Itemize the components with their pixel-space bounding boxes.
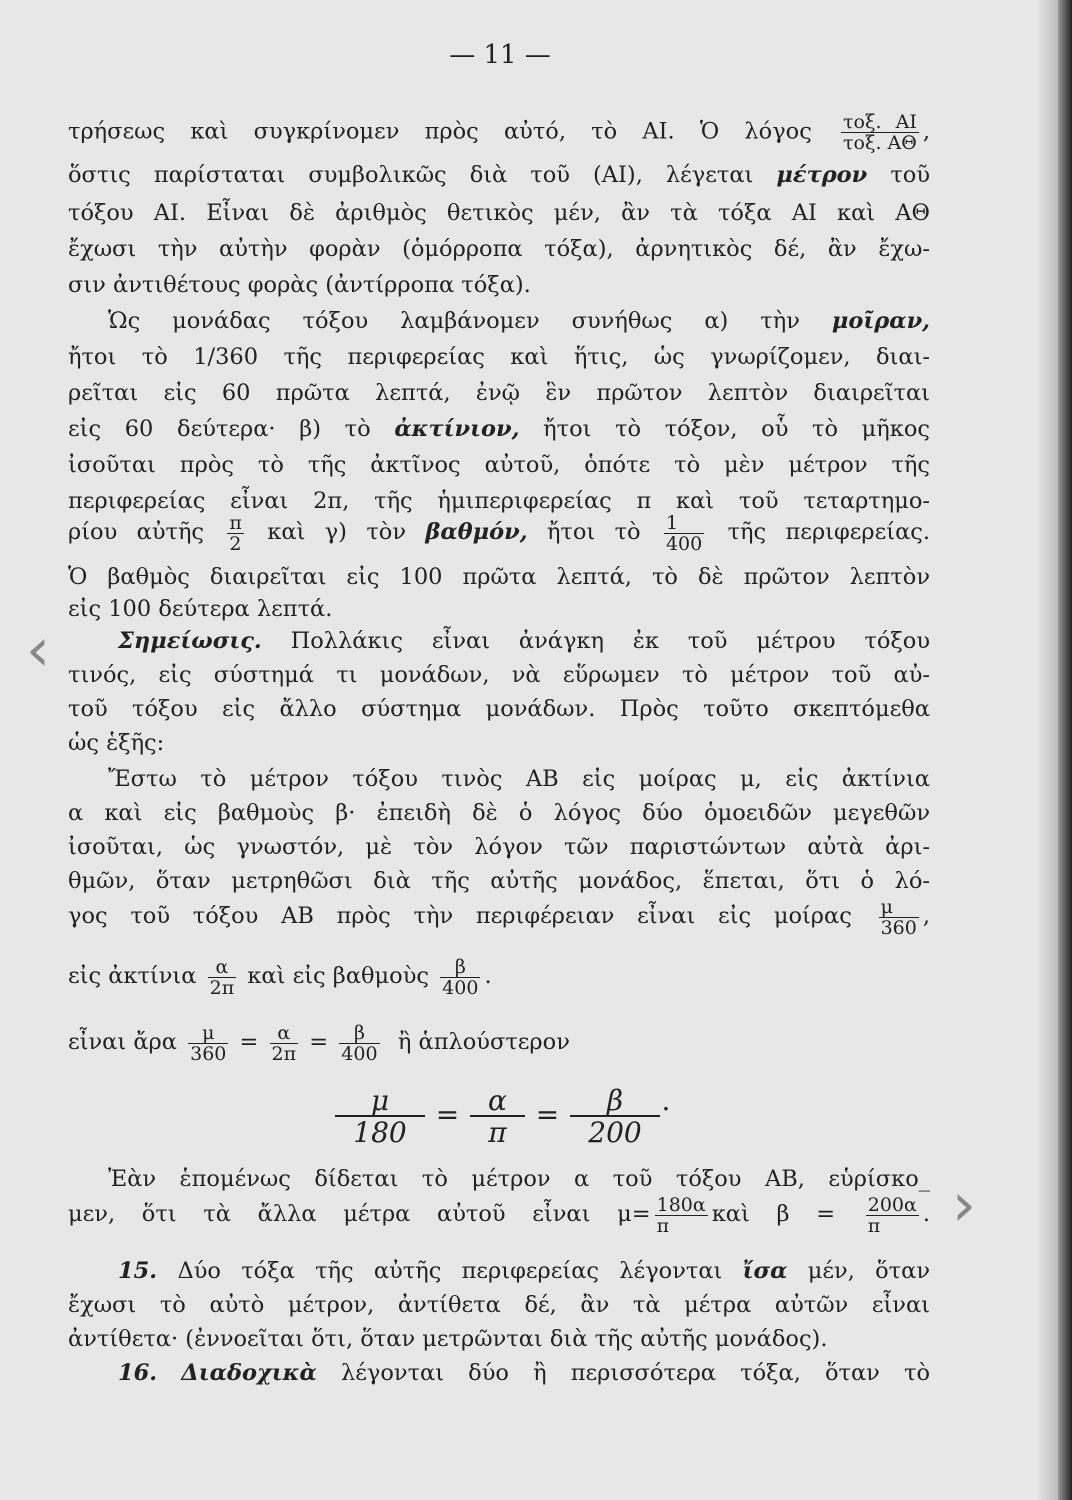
text-line: ὅστις παρίσταται συμβολικῶς διὰ τοῦ (ΑΙ), λέγεται μέτρον τοῦ bbox=[68, 162, 931, 188]
text-line: ἰσοῦται, ὡς γνωστόν, μὲ τὸν λόγον τῶν παριστώντων αὐτὰ ἀρι- bbox=[68, 834, 930, 860]
fraction: $\frac{180\alpha}{\pi}$ bbox=[656, 1193, 706, 1237]
text-line: τόξου ΑΙ. Εἶναι δὲ ἀριθμὸς θετικὸς μέν, ἂν τὰ τόξα ΑΙ καὶ ΑΘ bbox=[68, 200, 930, 226]
text-line: 15. Δύο τόξα τῆς αὐτῆς περιφερείας λέγονται ἴσα μέν, ὅταν bbox=[118, 1258, 930, 1284]
pencil-bracket-left-mark: ‹ bbox=[26, 615, 50, 685]
term-vathmos: βαθμόν, bbox=[425, 519, 528, 545]
text-line: α καὶ εἰς βαθμοὺς β· ἐπειδὴ δὲ ὁ λόγος δύο ὁμοειδῶν μεγεθῶν bbox=[68, 800, 930, 826]
fraction: τοξ. ΑΙ τοξ. ΑΘ bbox=[843, 111, 917, 154]
text-line: ἔχωσι τὸ αὐτὸ μέτρον, ἀντίθετα δέ, ἂν τὰ μέτρα αὐτῶν εἶναι bbox=[68, 1292, 930, 1318]
fraction: $\frac{\alpha}{2\pi}$ bbox=[271, 1021, 297, 1065]
text-line: εἰς 60 δεύτερα· β) τὸ ἀκτίνιον, ἤτοι τὸ τόξον, οὗ τὸ μῆκος bbox=[68, 416, 930, 442]
text-line: εἶναι ἄρα $\frac{\mu}{360}$ = $\frac{\alpha}{2\pi}$ = $\frac{\beta}{400}$ ἢ ἁπλούστερον bbox=[68, 1021, 570, 1065]
fraction: $\frac{\mu}{360}$ bbox=[880, 895, 917, 939]
text-line: μεν, ὅτι τὰ ἄλλα μέτρα αὐτοῦ εἶναι μ= $\frac{180\alpha}{\pi}$ καὶ β = $\frac{200\alpha}{\pi}$ . bbox=[68, 1193, 930, 1237]
term-diadochika: Διαδοχικὰ bbox=[181, 1360, 317, 1386]
heading-simeiosis: Σημείωσις. bbox=[118, 628, 262, 654]
section-number-16: 16. bbox=[118, 1360, 158, 1386]
section-number-15: 15. bbox=[118, 1258, 158, 1284]
fraction: $\frac{\beta}{400}$ bbox=[341, 1021, 378, 1065]
text-line: περιφερείας εἶναι 2π, τῆς ἡμιπεριφερείας π καὶ τοῦ τεταρτημο- bbox=[68, 488, 930, 514]
text-line: τινός, εἰς σύστημά τι μονάδων, νὰ εὕρωμεν τὸ μέτρον τοῦ αὐ- bbox=[68, 662, 930, 688]
text-line: ἀντίθετα· (ἐννοεῖται ὅτι, ὅταν μετρῶνται διὰ τῆς αὐτῆς μονάδος). bbox=[68, 1326, 828, 1352]
pencil-bracket-right-mark: › bbox=[952, 1170, 976, 1240]
term-isa: ἴσα bbox=[742, 1258, 788, 1284]
fraction: $\frac{\beta}{400}$ bbox=[442, 955, 479, 999]
text-line: Ὡς μονάδας τόξου λαμβάνομεν συνήθως α) τὴν μοῖραν, bbox=[108, 308, 931, 334]
fraction: $\frac{\mu}{360}$ bbox=[190, 1021, 227, 1065]
term-metron: μέτρον bbox=[776, 162, 868, 188]
page-edge-shadow bbox=[1036, 0, 1058, 1500]
text-line: ἔχωσι τὴν αὐτὴν φορὰν (ὁμόρροπα τόξα), ἀρνητικὸς δέ, ἂν ἔχω- bbox=[68, 236, 930, 262]
fraction: $\frac{\pi}{2}$ bbox=[229, 511, 242, 555]
fraction: $\frac{\alpha}{2\pi}$ bbox=[209, 955, 235, 999]
text-line: σιν ἀντιθέτους φορὰς (ἀντίρροπα τόξα). bbox=[68, 272, 531, 298]
text-line: τρήσεως καὶ συγκρίνομεν πρὸς αὐτό, τὸ ΑΙ. Ὁ λόγος τοξ. ΑΙ τοξ. ΑΘ , bbox=[68, 111, 930, 154]
text-line: Σημείωσις. Πολλάκις εἶναι ἀνάγκη ἐκ τοῦ μέτρου τόξου bbox=[118, 628, 931, 654]
text-line: Ἐὰν ἑπομένως δίδεται τὸ μέτρον α τοῦ τόξου ΑΒ, εὑρίσκο_ bbox=[108, 1166, 930, 1192]
text-line: ἤτοι τὸ 1/360 τῆς περιφερείας καὶ ἥτις, ὡς γνωρίζομεν, διαι- bbox=[68, 344, 930, 370]
text-line: εἰς 100 δεύτερα λεπτά. bbox=[68, 596, 333, 622]
text-line: 16. Διαδοχικὰ λέγονται δύο ἢ περισσότερα τόξα, ὅταν τὸ bbox=[118, 1360, 930, 1386]
text-line: εἰς ἀκτίνια $\frac{\alpha}{2\pi}$ καὶ εἰς βαθμοὺς $\frac{\beta}{400}$ . bbox=[68, 955, 492, 999]
fraction: $\frac{200\alpha}{\pi}$ bbox=[867, 1193, 917, 1237]
text-line: Ἔστω τὸ μέτρον τόξου τινὸς ΑΒ εἰς μοίρας μ, εἰς ἀκτίνια bbox=[108, 766, 930, 792]
text-line: Ὁ βαθμὸς διαιρεῖται εἰς 100 πρῶτα λεπτά, τὸ δὲ πρῶτον λεπτὸν bbox=[68, 564, 930, 590]
text-line: θμῶν, ὅταν μετρηθῶσι διὰ τῆς αὐτῆς μονάδος, ἕπεται, ὅτι ὁ λό- bbox=[68, 868, 930, 894]
text-line: ἰσοῦται πρὸς τὸ τῆς ἀκτῖνος αὐτοῦ, ὁπότε τὸ μὲν μέτρον τῆς bbox=[68, 452, 930, 478]
fraction: $\frac{1}{400}$ bbox=[665, 511, 703, 555]
text-line: γος τοῦ τόξου ΑΒ πρὸς τὴν περιφέρειαν εἶναι εἰς μοίρας $\frac{\mu}{360}$ , bbox=[68, 895, 931, 939]
term-moira: μοῖραν, bbox=[831, 308, 931, 334]
text-line: ὡς ἑξῆς: bbox=[68, 730, 165, 756]
text-line: τοῦ τόξου εἰς ἄλλο σύστημα μονάδων. Πρὸς τοῦτο σκεπτόμεθα bbox=[68, 696, 930, 722]
text-line: ρεῖται εἰς 60 πρῶτα λεπτά, ἐνῷ ἓν πρῶτον λεπτὸν διαιρεῖται bbox=[68, 380, 930, 406]
page-edge bbox=[1058, 0, 1072, 1500]
term-aktinion: ἀκτίνιον, bbox=[394, 416, 520, 442]
main-formula: μ 180 = α π = β 200 . bbox=[335, 1085, 675, 1155]
page-number: — 11 — bbox=[449, 40, 551, 70]
text-line: ρίου αὐτῆς $\frac{\pi}{2}$ καὶ γ) τὸν βαθμόν, ἤτοι τὸ $\frac{1}{400}$ τῆς περιφερείας. bbox=[68, 511, 931, 555]
